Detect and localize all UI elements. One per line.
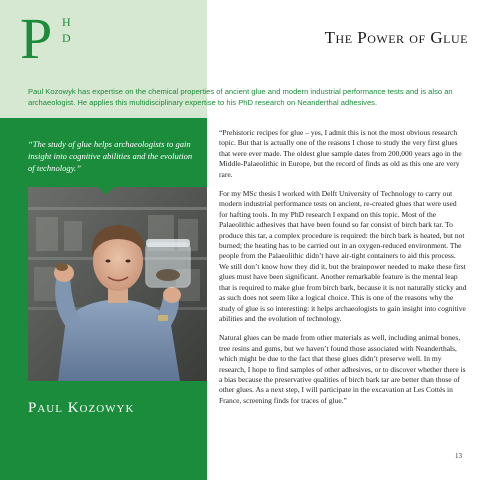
intro-text: Paul Kozowyk has expertise on the chemical properties of ancient glue and modern industrial performance tests and is also an archaeologist. He applies this multidisciplinary expertise to his PhD research on Neanderthal adhesives. (28, 87, 453, 107)
phd-logo (20, 6, 90, 71)
article-paragraph-2: For my MSc thesis I worked with Delft University of Technology to carry out modern industrial performance tests on ancient, re-created glues that were used for hafting tools. In my PhD research I expand on this topic. Most of the Palaeolithic adhesives that have been found so far consist of birch bark tar. To produce this tar, a complex procedure is required: the birch bark is heated, but not burned; the heating has to be carried out in an oxygen-reduced environment. The people from the Palaeolithic didn’t have air-tight containers to aid this process. We still don’t know how they did it, but the brainpower needed to make these first glues must have been significant. Another remarkable feature is the mental leap that is required to make glue from birch bark, because it is not naturally sticky and as such does not seem like a logical choice. This is one of the reasons why the study of glue is so interesting: it helps archaeologists to gain insight into cognitive abilities and the evolution of technology. (219, 189, 467, 323)
logo-initial: P (20, 6, 53, 71)
portrait-photo (28, 187, 207, 381)
logo-sup-bottom: D (62, 31, 71, 45)
person-name: Paul Kozowyk (28, 400, 135, 416)
pull-quote: “The study of glue helps archaeologists to gain insight into cognitive abilities and the evolution of technology.” (28, 139, 193, 173)
portrait-illustration (28, 187, 207, 381)
page-number: 13 (455, 452, 462, 460)
article-paragraph-3: Natural glues can be made from other materials as well, including animal bones, tree resins and gums, but we haven’t found those associated with Neanderthals, which might be due to the fact that these glues didn’t preserve well. In my research, I hope to find samples of other adhesives, or to discover whether there is a bias because the preservative qualities of birch bark tar are better than those of other glues. As a next step, I will participate in the excavation at Les Cottés in France, screening finds for traces of glue.” (219, 333, 466, 405)
article-title: The Power of Glue (324, 28, 468, 47)
photo-notch (98, 187, 114, 195)
article-paragraph-1: “Prehistoric recipes for glue – yes, I admit this is not the most obvious research topic. But that is actually one of the reasons I chose to study the very first glues that were ever made. The oldest glue sample dates from 200,000 years ago in the Middle-Palaeolithic in Europe, but the record of finds as old as this one are very rare. (219, 128, 462, 179)
article-body (219, 128, 467, 415)
logo-sup-top: H (62, 15, 71, 29)
